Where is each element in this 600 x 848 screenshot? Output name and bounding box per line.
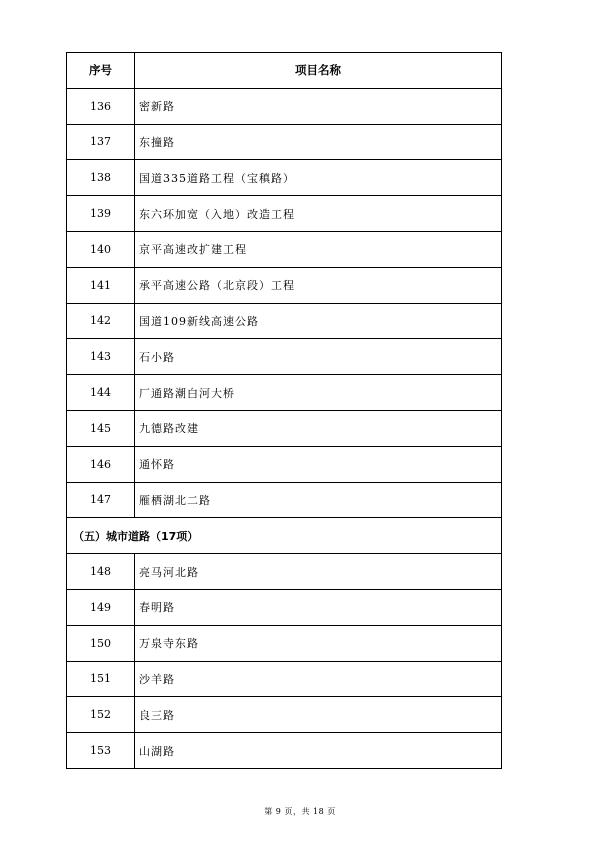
row-number: 140 (67, 231, 135, 267)
table-row (67, 267, 502, 303)
row-number: 148 (67, 554, 135, 590)
row-number: 138 (67, 160, 135, 196)
row-number: 142 (67, 303, 135, 339)
project-name: 厂通路潮白河大桥 (135, 375, 502, 411)
row-number: 149 (67, 589, 135, 625)
table-row (67, 661, 502, 697)
project-name: 国道335道路工程（宝稹路） (135, 160, 502, 196)
project-name: 亮马河北路 (135, 554, 502, 590)
row-number: 152 (67, 697, 135, 733)
header-name: 项目名称 (135, 53, 502, 89)
row-number: 145 (67, 410, 135, 446)
table-row (67, 339, 502, 375)
project-name: 沙羊路 (135, 661, 502, 697)
project-name: 石小路 (135, 339, 502, 375)
project-name: 春明路 (135, 589, 502, 625)
project-name: 承平高速公路（北京段）工程 (135, 267, 502, 303)
project-name: 密新路 (135, 88, 502, 124)
page-footer: 第 9 页，共 18 页 (264, 807, 336, 816)
project-name: 九德路改建 (135, 410, 502, 446)
row-number: 146 (67, 446, 135, 482)
project-name: 东撞路 (135, 124, 502, 160)
project-name: 山湖路 (135, 733, 502, 769)
row-number: 153 (67, 733, 135, 769)
row-number: 137 (67, 124, 135, 160)
row-number: 150 (67, 625, 135, 661)
row-number: 151 (67, 661, 135, 697)
table-row (67, 375, 502, 411)
project-name: 东六环加宽（入地）改造工程 (135, 196, 502, 232)
table-header-row (67, 53, 502, 89)
table-row (67, 88, 502, 124)
table-row (67, 733, 502, 769)
row-number: 144 (67, 375, 135, 411)
project-name: 国道109新线高速公路 (135, 303, 502, 339)
row-number: 139 (67, 196, 135, 232)
project-name: 万泉寺东路 (135, 625, 502, 661)
row-number: 143 (67, 339, 135, 375)
project-name: 通怀路 (135, 446, 502, 482)
project-name: 京平高速改扩建工程 (135, 231, 502, 267)
table-row (67, 697, 502, 733)
table-row (67, 482, 502, 518)
row-number: 147 (67, 482, 135, 518)
project-name: 良三路 (135, 697, 502, 733)
table-row (67, 231, 502, 267)
table-row (67, 625, 502, 661)
table-row (67, 554, 502, 590)
project-table (66, 52, 502, 769)
table-row (67, 196, 502, 232)
table-row (67, 589, 502, 625)
row-number: 136 (67, 88, 135, 124)
project-name: 雁栖湖北二路 (135, 482, 502, 518)
section-row (67, 518, 502, 554)
header-index: 序号 (67, 53, 135, 89)
table-row (67, 160, 502, 196)
row-number: 141 (67, 267, 135, 303)
table-row (67, 303, 502, 339)
table-row (67, 446, 502, 482)
table-row (67, 410, 502, 446)
section-heading: （五）城市道路（17项） (67, 518, 502, 554)
table-row (67, 124, 502, 160)
